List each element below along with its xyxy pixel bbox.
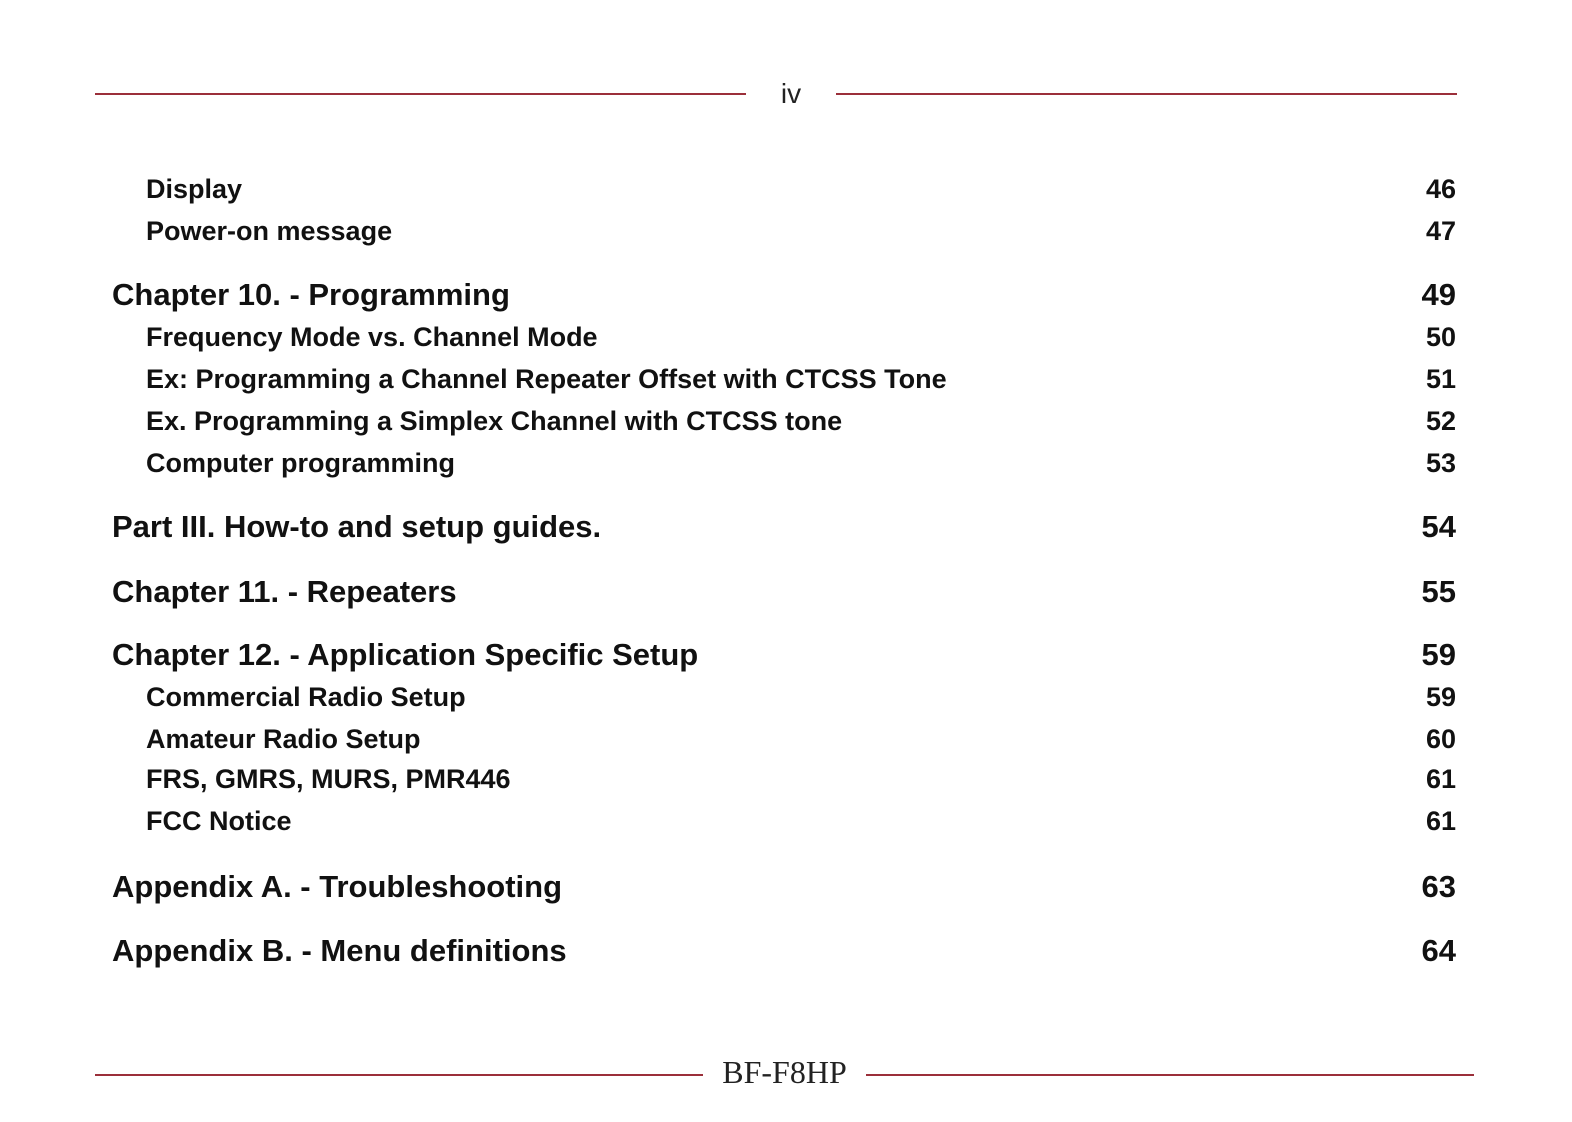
toc-entry-simplex-channel[interactable] xyxy=(112,406,1456,437)
toc-entry-page: 55 xyxy=(1421,574,1456,609)
toc-entry-page: 60 xyxy=(1425,724,1456,754)
toc-entry-page: 46 xyxy=(1425,174,1456,204)
toc-entry-title: Appendix A. - Troubleshooting xyxy=(112,869,563,904)
toc-entry-display[interactable] xyxy=(112,174,1456,205)
toc-entry-title: Ex: Programming a Channel Repeater Offset with CTCSS Tone xyxy=(146,364,947,394)
toc-entry-title: FCC Notice xyxy=(146,806,292,836)
toc-entry-title: Ex. Programming a Simplex Channel with CTCSS tone xyxy=(146,406,843,436)
toc-entry-title: Appendix B. - Menu definitions xyxy=(112,933,567,968)
toc-entry-title: Power-on message xyxy=(146,216,393,246)
toc-entry-page: 50 xyxy=(1425,322,1456,352)
toc-entry-appendix-a[interactable] xyxy=(112,869,1456,905)
toc-entry-chapter-11[interactable] xyxy=(112,574,1456,610)
toc-entry-page: 61 xyxy=(1425,806,1456,836)
toc-entry-page: 59 xyxy=(1425,682,1456,712)
toc-entry-page: 61 xyxy=(1425,764,1456,794)
toc-entry-title: FRS, GMRS, MURS, PMR446 xyxy=(146,764,511,794)
toc-entry-computer-programming[interactable] xyxy=(112,448,1456,479)
toc-entry-title: Part III. How-to and setup guides. xyxy=(112,509,602,544)
toc-entry-title: Chapter 12. - Application Specific Setup xyxy=(112,637,699,672)
footer-rule-right xyxy=(866,1074,1474,1076)
toc-entry-commercial-radio-setup[interactable] xyxy=(112,682,1456,713)
toc-entry-title: Computer programming xyxy=(146,448,456,478)
table-of-contents xyxy=(112,0,1456,1040)
toc-entry-chapter-10[interactable] xyxy=(112,277,1456,313)
toc-entry-fcc-notice[interactable] xyxy=(112,806,1456,837)
toc-entry-amateur-radio-setup[interactable] xyxy=(112,724,1456,755)
toc-entry-frequency-mode[interactable] xyxy=(112,322,1456,353)
toc-entry-power-on-message[interactable] xyxy=(112,216,1456,247)
footer-title: BF-F8HP xyxy=(722,1054,847,1090)
toc-entry-page: 49 xyxy=(1421,277,1456,312)
toc-entry-title: Frequency Mode vs. Channel Mode xyxy=(146,322,598,352)
footer-rule-left xyxy=(95,1074,703,1076)
toc-entry-page: 59 xyxy=(1421,637,1456,672)
toc-entry-frs-gmrs-murs[interactable] xyxy=(112,764,1456,795)
toc-entry-title: Commercial Radio Setup xyxy=(146,682,466,712)
toc-entry-page: 63 xyxy=(1421,869,1456,904)
toc-entry-title: Amateur Radio Setup xyxy=(146,724,421,754)
toc-entry-page: 47 xyxy=(1425,216,1456,246)
toc-entry-title: Chapter 11. - Repeaters xyxy=(112,574,457,609)
toc-entry-page: 52 xyxy=(1425,406,1456,436)
toc-entry-page: 53 xyxy=(1425,448,1456,478)
toc-entry-repeater-offset[interactable] xyxy=(112,364,1456,395)
toc-entry-page: 54 xyxy=(1421,509,1456,544)
toc-entry-part-iii[interactable] xyxy=(112,509,1456,545)
page-number: iv xyxy=(780,78,802,109)
toc-entry-page: 51 xyxy=(1425,364,1456,394)
toc-entry-title: Display xyxy=(146,174,243,204)
toc-entry-page: 64 xyxy=(1421,933,1456,968)
toc-entry-appendix-b[interactable] xyxy=(112,933,1456,969)
toc-entry-chapter-12[interactable] xyxy=(112,637,1456,673)
toc-entry-title: Chapter 10. - Programming xyxy=(112,277,510,312)
